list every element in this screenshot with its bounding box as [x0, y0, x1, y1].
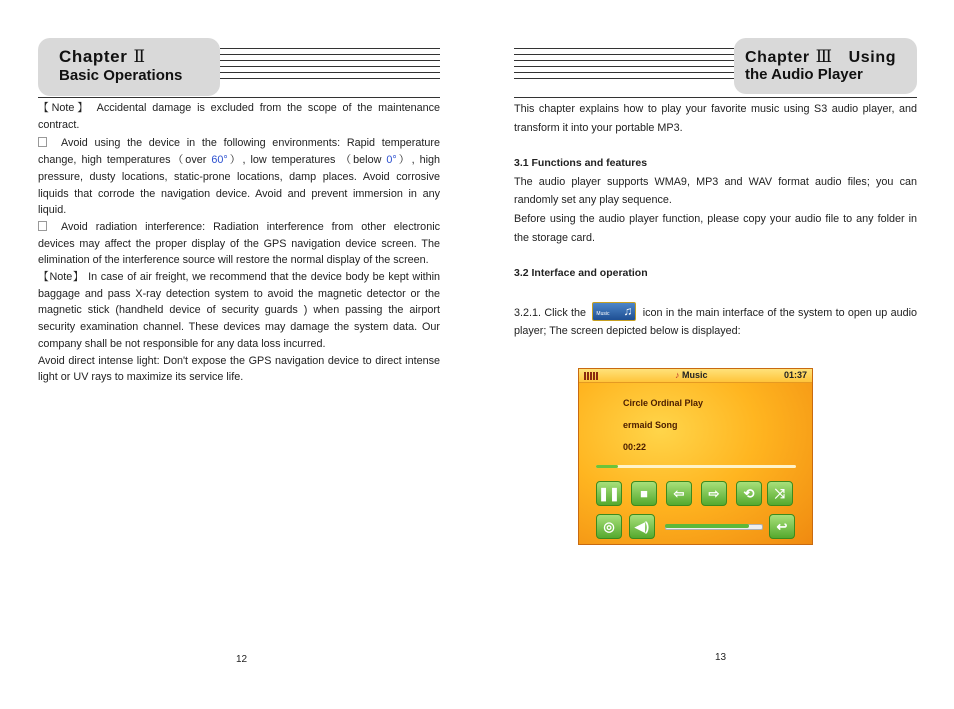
next-icon: ⇨: [701, 481, 727, 506]
chapter-number: Ⅱ: [133, 47, 146, 67]
left-body-text: [38, 100, 440, 386]
environment-paragraph: Avoid using the device in the following environments: Rapid temperature change, high temperatures（over 60°）, low temperatures （below 0°）, high pressure, dusty locations, static-prone locations, damp places. Avoid corrosive liquids that corrode the navigation device. Avoid and prevent immersion in any liquid.: [38, 137, 440, 217]
radiation-paragraph: Avoid radiation interference: Radiation interference from other electronic devices may affect the proper display of the GPS navigation device screen. The elimination of the interference source will restore the normal display of the screen.: [38, 220, 440, 267]
player-title: Music: [682, 370, 708, 380]
page-number: 12: [236, 654, 248, 665]
functions-paragraph: The audio player supports WMA9, MP3 and WAV format audio files; you can randomly set any play sequence.: [514, 175, 917, 207]
player-clock: 01:37: [783, 370, 807, 380]
right-body-text: [514, 100, 917, 341]
chapter-title-part1: Using: [848, 49, 897, 66]
play-mode: Circle Ordinal Play: [623, 398, 704, 408]
progress-track: [596, 465, 796, 468]
volume-fill: [665, 524, 749, 528]
section-heading-functions: 3.1 Functions and features: [514, 157, 648, 170]
section-heading-interface: 3.2 Interface and operation: [514, 267, 648, 280]
chapter-title-part2: the Audio Player: [745, 66, 863, 83]
exit-icon: ↩: [769, 514, 795, 539]
audio-player-screenshot: [578, 368, 813, 545]
elapsed-time: 00:22: [623, 442, 647, 452]
pause-icon: ❚❚: [596, 481, 622, 506]
header-rules: [220, 48, 440, 84]
music-note-icon: ♪: [675, 370, 680, 380]
volume-icon: ◀): [629, 514, 655, 539]
chapter-2-header: [38, 38, 220, 96]
chapter-number: Ⅲ: [815, 47, 833, 67]
page-number: 13: [715, 652, 727, 663]
stop-icon: ■: [631, 481, 657, 506]
step-paragraph: 3.2.1. Click the Music ♫ icon in the main interface of the system to open up audio player; The screen depicted below is displayed:: [514, 303, 918, 338]
right-page: [477, 0, 954, 709]
signal-icon: [584, 372, 598, 380]
previous-icon: ⇦: [666, 481, 692, 506]
shuffle-icon: ⤨: [767, 481, 793, 506]
air-freight-paragraph: 【Note】 In case of air freight, we recommend that the device body be kept within baggage and pass X-ray detection system to avoid the magnetic detector or the magnetic stick (handheld device of security guards ) when passing the airport security examination channel. These devices may damage the system data. Our company shall be not responsible for any data loss incurred.: [38, 271, 440, 350]
chapter-word: Chapter: [59, 47, 128, 66]
copy-files-paragraph: Before using the audio player function, please copy your audio file to any folder in the storage card.: [514, 212, 917, 244]
light-paragraph: Avoid direct intense light: Don't expose the GPS navigation device to direct intense light or UV rays to maximize its service life.: [38, 354, 440, 384]
music-note-icon: ♫: [623, 303, 633, 318]
equalizer-icon: ◎: [596, 514, 622, 539]
chapter-3-header: [734, 38, 917, 94]
checkbox-bullet-icon: [38, 137, 47, 147]
player-status-bar: [579, 369, 812, 383]
progress-fill: [596, 465, 618, 468]
divider: [38, 97, 440, 98]
music-app-icon: Music ♫: [592, 302, 636, 321]
song-name: ermaid Song: [623, 420, 678, 430]
repeat-icon: ⟲: [736, 481, 762, 506]
intro-paragraph: This chapter explains how to play your favorite music using S3 audio player, and transform it into your portable MP3.: [514, 103, 917, 134]
checkbox-bullet-icon: [38, 221, 47, 231]
header-rules: [514, 48, 734, 84]
chapter-title: Basic Operations: [59, 67, 183, 84]
divider: [514, 97, 917, 98]
note-paragraph: 【Note】 Accidental damage is excluded from the scope of the maintenance contract.: [38, 102, 440, 131]
chapter-word: Chapter: [745, 49, 810, 66]
